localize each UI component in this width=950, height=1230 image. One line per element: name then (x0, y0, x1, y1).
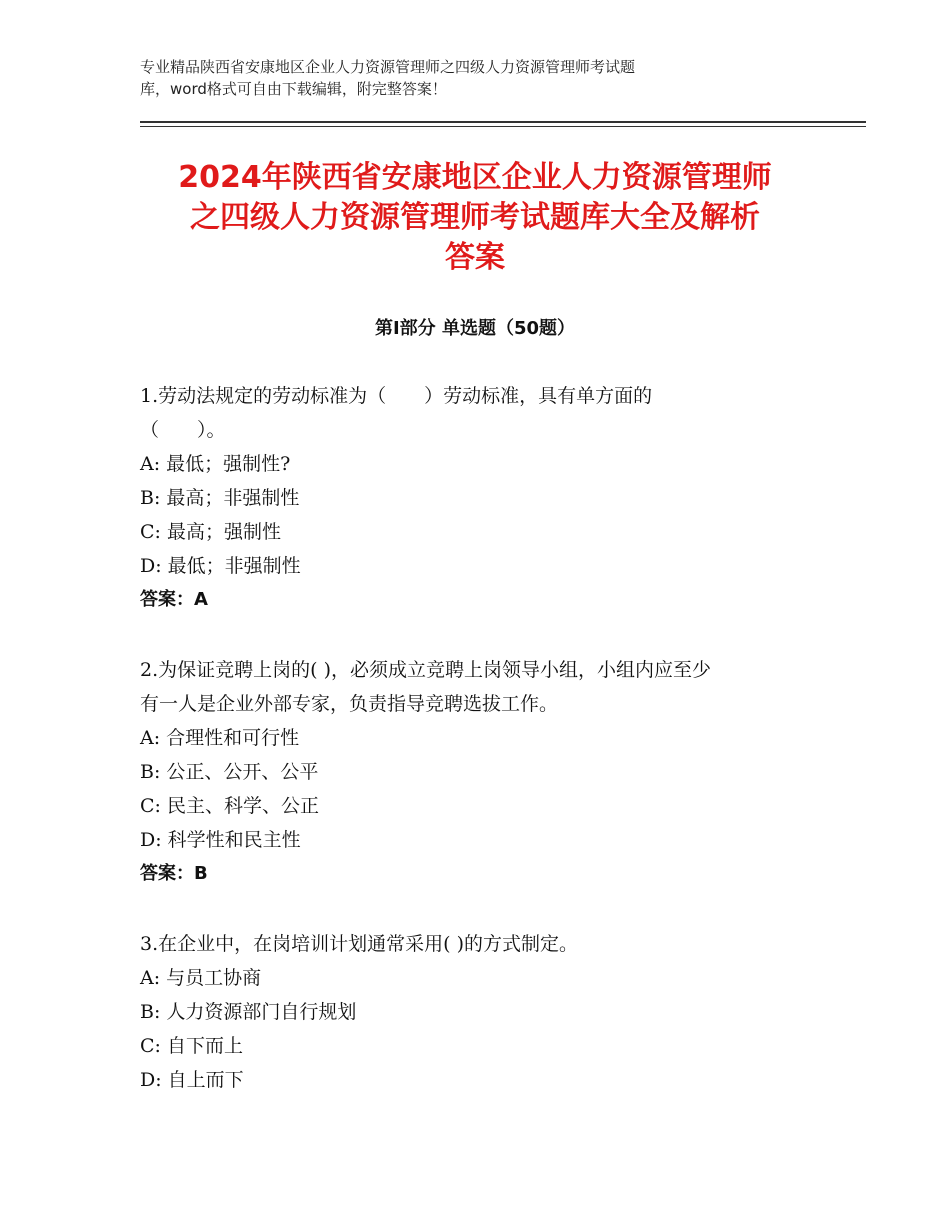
option-d: D: 最低；非强制性 (140, 555, 301, 577)
header-note-line: 库，word格式可自由下载编辑，附完整答案！ (140, 80, 447, 98)
option-c: C: 民主、科学、公正 (140, 795, 319, 817)
document-title-line: 之四级人力资源管理师考试题库大全及解析 (190, 200, 760, 235)
option-a: A: 与员工协商 (140, 967, 262, 989)
option-a: A: 最低；强制性? (140, 453, 291, 475)
option-c: C: 最高；强制性 (140, 521, 281, 543)
option-b: B: 公正、公开、公平 (140, 761, 319, 783)
option-d: D: 科学性和民主性 (140, 829, 301, 851)
document-title-line: 答案 (445, 240, 505, 275)
question-stem: 有一人是企业外部专家，负责指导竞聘选拔工作。 (140, 693, 559, 715)
option-b: B: 最高；非强制性 (140, 487, 300, 509)
document-title-line: 2024年陕西省安康地区企业人力资源管理师 (178, 160, 772, 195)
question-stem: （ ）。 (140, 419, 226, 441)
header-note-line: 专业精品陕西省安康地区企业人力资源管理师之四级人力资源管理师考试题 (140, 58, 636, 76)
option-a: A: 合理性和可行性 (140, 727, 300, 749)
document-title (120, 158, 830, 278)
section-title: 第Ⅰ部分 单选题（50题） (374, 318, 575, 339)
answer: 答案：B (140, 863, 208, 884)
question-stem: 2.为保证竞聘上岗的( )，必须成立竞聘上岗领导小组，小组内应至少 (140, 659, 711, 681)
option-d: D: 自上而下 (140, 1069, 244, 1091)
header-note (140, 56, 780, 100)
answer: 答案：A (140, 589, 208, 610)
question-2 (140, 653, 820, 891)
option-c: C: 自下而上 (140, 1035, 243, 1057)
question-3 (140, 927, 820, 1097)
header-rule-thin (140, 126, 866, 127)
header-rule-thick (140, 121, 866, 123)
question-1 (140, 379, 820, 617)
question-stem: 3.在企业中，在岗培训计划通常采用( )的方式制定。 (140, 933, 578, 955)
question-stem: 1.劳动法规定的劳动标准为（ ）劳动标准，具有单方面的 (140, 385, 653, 407)
option-b: B: 人力资源部门自行规划 (140, 1001, 357, 1023)
